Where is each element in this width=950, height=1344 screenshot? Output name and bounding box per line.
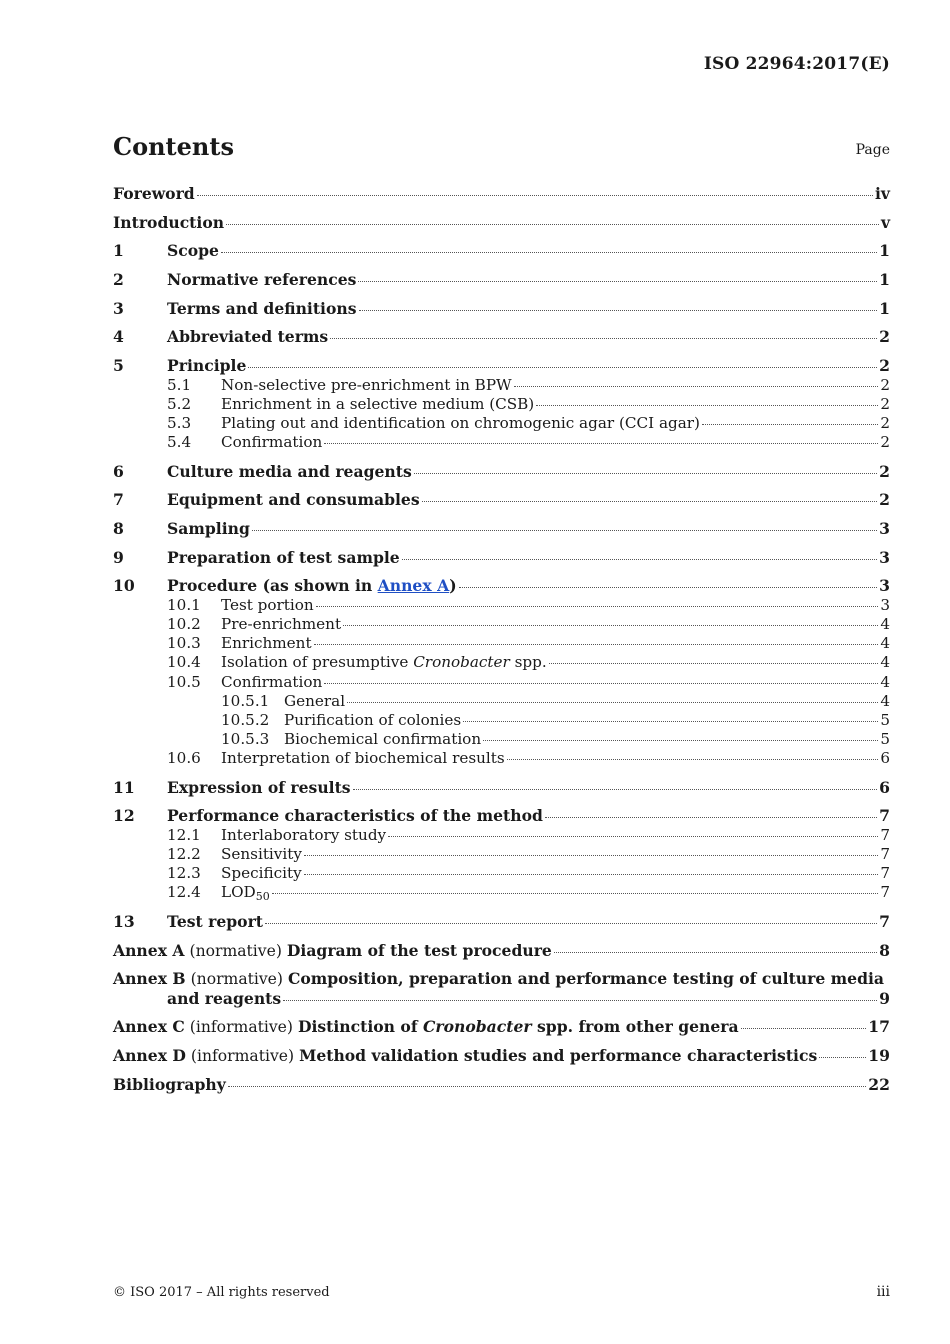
toc-entry-title: Confirmation: [221, 672, 323, 691]
toc-entry-number: 10.5.1: [221, 691, 270, 710]
toc-entry-page: 1: [879, 270, 890, 290]
leader-dots: [316, 605, 879, 607]
toc-entry-number: 5.1: [167, 375, 192, 394]
toc-entry-page: 3: [879, 518, 890, 538]
toc-entry-number: 2: [113, 270, 124, 290]
leader-dots: [304, 854, 878, 856]
toc-entry[interactable]: [113, 1075, 890, 1095]
toc-entry-page: 4: [880, 653, 890, 672]
toc-entry-number: 12.1: [167, 825, 201, 844]
toc-entry-title: Performance characteristics of the method: [167, 806, 543, 826]
toc-entry-number: 3: [113, 298, 124, 318]
toc-entry[interactable]: [113, 270, 890, 290]
leader-dots: [414, 472, 877, 474]
toc-entry-title: Interpretation of biochemical results: [221, 749, 505, 768]
toc-entry[interactable]: [113, 883, 890, 902]
toc-entry-title: Abbreviated terms: [167, 327, 329, 347]
toc-entry-page: 2: [879, 490, 890, 510]
toc-entry-page: 22: [868, 1074, 890, 1094]
page-column-label: Page: [855, 142, 890, 158]
leader-dots: [226, 223, 879, 225]
annex-type: (informative): [185, 1047, 300, 1066]
toc-entry-number: 7: [113, 490, 124, 510]
toc-entry[interactable]: [113, 749, 890, 768]
italic-term: Cronobacter: [413, 653, 510, 672]
toc-entry-page: 7: [880, 825, 890, 844]
annex-label: Annex A: [113, 940, 185, 960]
leader-dots: [324, 682, 878, 684]
toc-entry[interactable]: [113, 969, 890, 989]
leader-dots: [702, 423, 878, 425]
annex-type: (informative): [184, 1018, 298, 1037]
leader-dots: [221, 251, 877, 253]
toc-entry-page: 2: [879, 327, 890, 347]
toc-entry-number: 10.5.2: [221, 710, 270, 729]
toc-entry-page: 1: [879, 298, 890, 318]
toc-entry-number: 10: [113, 576, 135, 596]
toc-entry-title: Introduction: [113, 212, 225, 232]
toc-entry-number: 12.3: [167, 864, 201, 883]
toc-entry-page: 5: [880, 710, 890, 729]
leader-dots: [265, 922, 877, 924]
toc-entry-page: 7: [880, 845, 890, 864]
toc-entry-title: Isolation of presumptive Cronobacter spp.: [221, 653, 547, 672]
toc-entry-number: 13: [113, 911, 135, 931]
toc-entry-page: v: [880, 212, 890, 232]
annex-label: Annex C: [113, 1017, 185, 1037]
toc-entry-page: 19: [868, 1046, 890, 1066]
toc-entry-number: 11: [113, 777, 135, 797]
toc-entry[interactable]: [113, 299, 890, 319]
leader-dots: [459, 586, 878, 588]
leader-dots: [741, 1027, 867, 1029]
leader-dots: [463, 720, 878, 722]
toc-entry-page: 6: [880, 749, 890, 768]
toc-entry-number: 12.4: [167, 883, 201, 902]
toc-entry[interactable]: [113, 692, 890, 711]
toc-entry-title: Preparation of test sample: [167, 547, 400, 567]
toc-entry-page: 7: [879, 911, 890, 931]
toc-entry[interactable]: [113, 241, 890, 261]
toc-entry-number: 8: [113, 518, 124, 538]
toc-entry-page: 7: [880, 883, 890, 902]
toc-entry-number: 4: [113, 327, 124, 347]
leader-dots: [554, 951, 877, 953]
copyright-notice: © ISO 2017 – All rights reserved: [113, 1285, 330, 1300]
toc-entry-title: Confirmation: [221, 433, 323, 452]
toc-entry-page: 2: [880, 414, 890, 432]
leader-dots: [388, 835, 878, 837]
toc-entry[interactable]: [113, 327, 890, 347]
leader-dots: [330, 337, 877, 339]
toc-entry-page: 7: [879, 806, 890, 826]
toc-entry-title: Foreword: [113, 184, 195, 203]
toc-entry-page: 17: [868, 1017, 890, 1037]
toc-entry-title: Enrichment in a selective medium (CSB): [221, 394, 535, 413]
toc-entry-title: Culture media and reagents: [167, 461, 412, 481]
toc-entry[interactable]: [113, 615, 890, 634]
toc-entry-number: 10.6: [167, 749, 201, 768]
toc-entry-page: 1: [879, 241, 890, 261]
toc-entry[interactable]: [113, 548, 890, 568]
leader-dots: [545, 816, 877, 818]
toc-entry-page: 8: [879, 940, 890, 960]
toc-entry[interactable]: [113, 376, 890, 395]
toc-entry-number: 1: [113, 241, 124, 261]
toc-entry-title: Plating out and identification on chromogenic agar (CCI agar): [221, 414, 700, 432]
toc-entry-title: Sensitivity: [221, 845, 302, 864]
toc-entry[interactable]: [113, 433, 890, 452]
toc-entry-page: 4: [880, 691, 890, 710]
leader-dots: [514, 385, 879, 387]
toc-entry-continuation[interactable]: [113, 989, 890, 1009]
leader-dots: [272, 892, 879, 894]
annex-label: Annex D: [113, 1046, 186, 1066]
annex-a-link[interactable]: Annex A: [377, 576, 450, 596]
leader-dots: [347, 701, 878, 703]
toc-entry[interactable]: [113, 826, 890, 845]
toc-entry-title: Biochemical confirmation: [284, 730, 482, 749]
toc-entry-number: 10.5.3: [221, 730, 270, 749]
toc-entry-page: 4: [880, 615, 890, 633]
subscript: 50: [255, 890, 270, 904]
toc-entry-page: 3: [880, 595, 890, 614]
toc-entry-number: 10.3: [167, 634, 201, 653]
toc-entry-title: Expression of results: [167, 777, 351, 797]
leader-dots: [252, 529, 877, 531]
leader-dots: [197, 194, 873, 196]
toc-entry[interactable]: [113, 941, 890, 961]
toc-entry[interactable]: [113, 576, 890, 596]
leader-dots: [359, 309, 878, 311]
document-id: ISO 22964:2017(E): [703, 54, 890, 74]
leader-dots: [304, 873, 879, 875]
toc-entry[interactable]: [113, 596, 890, 615]
toc-entry-page: 4: [880, 672, 890, 691]
page-number: iii: [876, 1284, 890, 1300]
toc-entry-title: Annex A (normative) Diagram of the test procedure: [113, 940, 552, 960]
leader-dots: [507, 758, 879, 760]
toc-entry-page: 3: [879, 576, 890, 596]
annex-label: Annex B: [113, 969, 186, 989]
leader-dots: [353, 788, 878, 790]
italic-term: Cronobacter: [422, 1017, 532, 1037]
leader-dots: [314, 643, 879, 645]
toc-entry-title: Specificity: [221, 864, 302, 883]
toc-entry-page: 5: [880, 730, 890, 749]
toc-entry[interactable]: [113, 730, 890, 749]
leader-dots: [422, 500, 878, 502]
contents-heading: Contents: [113, 132, 234, 161]
toc-entry-number: 6: [113, 461, 124, 481]
toc-entry-number: 5: [113, 356, 124, 376]
leader-dots: [324, 442, 878, 444]
toc-entry[interactable]: [113, 864, 890, 883]
toc-entry[interactable]: [113, 519, 890, 539]
toc-entry-title: Annex C (informative) Distinction of Cronobacter spp. from other genera: [113, 1017, 739, 1037]
toc-entry-page: iv: [875, 184, 890, 203]
toc-entry-page: 4: [880, 634, 890, 653]
toc-entry-number: 10.1: [167, 595, 201, 614]
toc-entry[interactable]: [113, 806, 890, 826]
toc-entry-title: Principle: [167, 356, 247, 376]
toc-entry-number: 10.2: [167, 615, 201, 633]
annex-type: (normative): [184, 941, 287, 960]
toc-entry-page: 6: [879, 777, 890, 797]
toc-entry-title: General: [284, 691, 346, 710]
toc-entry-number: 10.5: [167, 672, 201, 691]
toc-entry-title: Bibliography: [113, 1074, 226, 1094]
toc-entry-title: Scope: [167, 241, 219, 261]
toc-entry-title: Non-selective pre-enrichment in BPW: [221, 375, 512, 394]
leader-dots: [549, 662, 879, 664]
toc-entry-title: $LOD_{50}$: [221, 883, 270, 904]
toc-entry-title: Test report: [167, 911, 264, 931]
leader-dots: [536, 404, 878, 406]
toc-entry-page: 2: [879, 356, 890, 376]
toc-entry-title: Annex B (normative) Composition, preparation and performance testing of culture media: [113, 969, 885, 989]
toc-entry-page: 3: [879, 547, 890, 567]
toc-entry[interactable]: [113, 462, 890, 482]
toc-entry-title: Pre-enrichment: [221, 615, 342, 633]
leader-dots: [483, 739, 878, 741]
toc-entry[interactable]: [113, 711, 890, 730]
leader-dots: [402, 558, 877, 560]
toc-entry[interactable]: [113, 912, 890, 932]
toc-entry[interactable]: [113, 1046, 890, 1066]
toc-entry-title: Purification of colonies: [284, 710, 462, 729]
leader-dots: [343, 624, 878, 626]
toc-entry-page: 2: [880, 394, 890, 413]
toc-entry-page: 7: [880, 864, 890, 883]
toc-entry-page: 2: [880, 433, 890, 452]
table-of-contents: [113, 184, 890, 1094]
toc-entry[interactable]: [113, 778, 890, 798]
toc-entry-number: 5.2: [167, 394, 192, 413]
toc-entry-number: 10.4: [167, 653, 201, 672]
toc-entry-title: Test portion: [221, 595, 314, 614]
toc-entry-page: 2: [880, 375, 890, 394]
toc-entry[interactable]: [113, 414, 890, 433]
toc-entry[interactable]: [113, 213, 890, 233]
toc-entry[interactable]: [113, 634, 890, 653]
toc-entry[interactable]: [113, 1017, 890, 1037]
toc-entry[interactable]: [113, 395, 890, 414]
toc-entry-title-cont: and reagents: [167, 988, 282, 1008]
leader-dots: [358, 280, 877, 282]
toc-entry-title: Equipment and consumables: [167, 490, 420, 510]
toc-entry-number: 5.4: [167, 433, 192, 452]
toc-entry-page: 9: [879, 988, 890, 1008]
toc-entry-title: Sampling: [167, 518, 250, 538]
leader-dots: [248, 366, 877, 368]
toc-entry-title: Normative references: [167, 270, 357, 290]
toc-entry-page: 2: [879, 461, 890, 481]
toc-entry[interactable]: [113, 184, 890, 204]
toc-entry[interactable]: [113, 673, 890, 692]
toc-entry-title: Enrichment: [221, 634, 312, 653]
toc-entry[interactable]: [113, 845, 890, 864]
toc-entry-number: 5.3: [167, 414, 192, 432]
annex-type: (normative): [185, 970, 288, 989]
toc-entry[interactable]: [113, 653, 890, 672]
leader-dots: [283, 999, 877, 1001]
toc-entry[interactable]: [113, 356, 890, 376]
toc-entry-title: Procedure (as shown in Annex A): [167, 576, 457, 596]
toc-entry-number: 12: [113, 806, 135, 826]
toc-entry-number: 9: [113, 547, 124, 567]
toc-entry-number: 12.2: [167, 845, 201, 864]
leader-dots: [228, 1085, 867, 1087]
toc-entry-title: Interlaboratory study: [221, 825, 387, 844]
leader-dots: [819, 1056, 866, 1058]
toc-entry-title: Annex D (informative) Method validation studies and performance characteristics: [113, 1046, 818, 1066]
toc-entry[interactable]: [113, 490, 890, 510]
toc-entry-title: Terms and definitions: [167, 298, 357, 318]
